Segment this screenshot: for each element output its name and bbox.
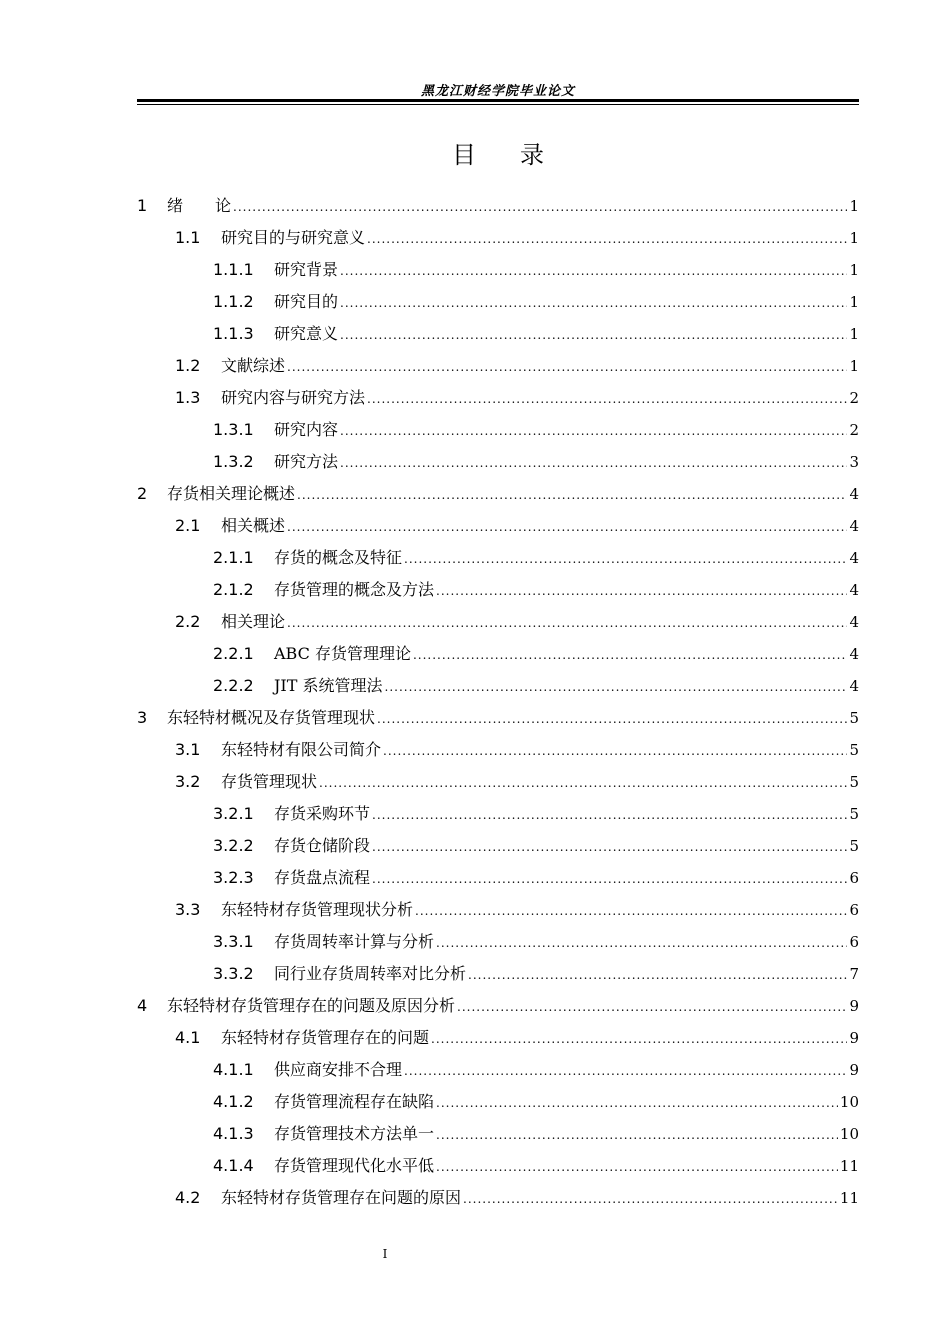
toc-entry[interactable]: [137, 926, 859, 958]
toc-entry-page: 4: [849, 581, 859, 599]
toc-entry-number: 4.1.2: [213, 1092, 254, 1111]
toc-entry-page: 5: [849, 709, 859, 727]
toc-entry[interactable]: [137, 382, 859, 414]
toc-entry-number: 1.3.2: [213, 452, 254, 471]
toc-entry-title: 相关理论: [221, 612, 286, 631]
document-header-title: 黑龙江财经学院毕业论文: [420, 84, 575, 99]
toc-entry-number: 3.3: [175, 900, 201, 919]
page-number: I: [382, 1247, 388, 1261]
toc-entry-number: 1.3: [175, 388, 201, 407]
toc-entry[interactable]: [137, 222, 859, 254]
toc-entry-number: 1.1.2: [213, 292, 254, 311]
toc-entry-number: 2.1.2: [213, 580, 254, 599]
toc-entry-number: 4.1.3: [213, 1124, 254, 1143]
toc-entry-number: 4.2: [175, 1188, 201, 1207]
toc-entry-title: 研究目的: [274, 292, 339, 311]
toc-entry[interactable]: [137, 862, 859, 894]
toc-entry-page: 3: [849, 453, 859, 471]
toc-dot-leader: [367, 383, 847, 415]
toc-entry[interactable]: [137, 542, 859, 574]
toc-entry-number: 4.1: [175, 1028, 201, 1047]
toc-dot-leader: [372, 799, 847, 831]
toc-entry-number: 2.2.1: [213, 644, 254, 663]
toc-entry-title: 研究内容: [274, 420, 339, 439]
toc-dot-leader: [413, 639, 848, 671]
toc-entry-title: 存货相关理论概述: [167, 484, 296, 503]
table-of-contents: [137, 190, 859, 1214]
toc-entry[interactable]: [137, 574, 859, 606]
toc-entry-page: 5: [849, 805, 859, 823]
toc-entry[interactable]: [137, 670, 859, 702]
toc-dot-leader: [297, 479, 847, 511]
toc-entry-page: 10: [839, 1125, 859, 1143]
toc-entry-title: 存货管理流程存在缺陷: [274, 1092, 435, 1111]
toc-dot-leader: [287, 351, 847, 383]
toc-entry[interactable]: [137, 830, 859, 862]
toc-entry-page: 1: [849, 293, 859, 311]
toc-entry-title: 同行业存货周转率对比分析: [274, 964, 467, 983]
toc-entry-page: 6: [849, 933, 859, 951]
toc-entry-page: 4: [849, 645, 859, 663]
toc-entry-title: 研究方法: [274, 452, 339, 471]
toc-entry-page: 4: [849, 517, 859, 535]
toc-entry[interactable]: [137, 702, 859, 734]
toc-dot-leader: [436, 1087, 838, 1119]
toc-dot-leader: [340, 319, 847, 351]
toc-entry[interactable]: [137, 958, 859, 990]
toc-entry-title: ABC 存货管理理论: [274, 644, 411, 663]
toc-entry-title: 东轻特材概况及存货管理现状: [167, 708, 376, 727]
toc-entry-title: 文献综述: [221, 356, 286, 375]
toc-entry-page: 9: [849, 1029, 859, 1047]
toc-entry-title: 绪 论: [167, 196, 232, 215]
toc-entry-title: 存货盘点流程: [274, 868, 371, 887]
toc-entry-title: 存货管理现代化水平低: [274, 1156, 435, 1175]
toc-entry-title: 东轻特材存货管理存在问题的原因: [221, 1188, 462, 1207]
toc-entry-number: 4.1.1: [213, 1060, 254, 1079]
toc-entry[interactable]: [137, 894, 859, 926]
toc-entry-number: 3.3.1: [213, 932, 254, 951]
toc-entry-number: 3.2.1: [213, 804, 254, 823]
toc-dot-leader: [340, 447, 847, 479]
toc-entry-title: 存货采购环节: [274, 804, 371, 823]
toc-entry-title: 东轻特材存货管理存在的问题: [221, 1028, 430, 1047]
toc-dot-leader: [463, 1183, 838, 1215]
toc-entry[interactable]: [137, 734, 859, 766]
toc-entry-title: 东轻特材存货管理存在的问题及原因分析: [167, 996, 456, 1015]
toc-entry-title: 存货管理技术方法单一: [274, 1124, 435, 1143]
toc-entry-page: 1: [849, 261, 859, 279]
toc-entry[interactable]: [137, 1022, 859, 1054]
toc-entry[interactable]: [137, 190, 859, 222]
toc-entry-page: 4: [849, 677, 859, 695]
toc-entry-number: 2.1: [175, 516, 201, 535]
toc-entry-title: 研究目的与研究意义: [221, 228, 366, 247]
toc-dot-leader: [340, 287, 847, 319]
toc-dot-leader: [377, 703, 847, 735]
toc-entry[interactable]: [137, 638, 859, 670]
toc-entry-title: JIT 系统管理法: [274, 676, 383, 695]
toc-entry-number: 3.1: [175, 740, 201, 759]
toc-dot-leader: [319, 767, 847, 799]
toc-entry-page: 1: [849, 229, 859, 247]
toc-entry[interactable]: [137, 414, 859, 446]
toc-entry-page: 10: [839, 1093, 859, 1111]
toc-entry-number: 3.2: [175, 772, 201, 791]
toc-entry-title: 研究意义: [274, 324, 339, 343]
toc-entry-number: 2: [137, 484, 148, 503]
toc-dot-leader: [340, 415, 847, 447]
toc-entry-page: 9: [849, 1061, 859, 1079]
toc-entry[interactable]: [137, 510, 859, 542]
toc-entry-title: 存货仓储阶段: [274, 836, 371, 855]
toc-entry-page: 1: [849, 197, 859, 215]
toc-entry-number: 1.2: [175, 356, 201, 375]
toc-entry-number: 4: [137, 996, 148, 1015]
toc-dot-leader: [468, 959, 847, 991]
toc-dot-leader: [385, 671, 848, 703]
toc-entry[interactable]: [137, 318, 859, 350]
toc-entry-number: 1.3.1: [213, 420, 254, 439]
toc-dot-leader: [367, 223, 847, 255]
toc-entry[interactable]: [137, 1054, 859, 1086]
toc-entry-title: 存货管理的概念及方法: [274, 580, 435, 599]
toc-entry-page: 11: [839, 1157, 859, 1175]
toc-dot-leader: [457, 991, 847, 1023]
toc-entry-page: 4: [849, 549, 859, 567]
toc-entry-number: 3.2.3: [213, 868, 254, 887]
toc-dot-leader: [372, 831, 847, 863]
toc-entry-title: 东轻特材有限公司简介: [221, 740, 382, 759]
toc-entry-page: 1: [849, 325, 859, 343]
toc-dot-leader: [436, 927, 847, 959]
toc-entry-page: 2: [849, 421, 859, 439]
toc-entry[interactable]: [137, 798, 859, 830]
toc-entry-page: 11: [839, 1189, 859, 1207]
toc-entry-number: 1.1.1: [213, 260, 254, 279]
toc-entry-page: 2: [849, 389, 859, 407]
toc-entry[interactable]: [137, 1118, 859, 1150]
toc-entry-title: 东轻特材存货管理现状分析: [221, 900, 414, 919]
toc-entry-page: 6: [849, 901, 859, 919]
toc-entry-number: 3.3.2: [213, 964, 254, 983]
toc-entry[interactable]: [137, 478, 859, 510]
toc-dot-leader: [404, 1055, 847, 1087]
toc-dot-leader: [233, 191, 847, 223]
toc-entry[interactable]: [137, 766, 859, 798]
toc-entry-page: 4: [849, 613, 859, 631]
toc-entry-title: 相关概述: [221, 516, 286, 535]
toc-entry-number: 3: [137, 708, 148, 727]
toc-dot-leader: [287, 607, 847, 639]
toc-entry-title: 存货的概念及特征: [274, 548, 403, 567]
header-rule-thick: [137, 99, 859, 102]
toc-entry[interactable]: [137, 350, 859, 382]
toc-entry-page: 7: [849, 965, 859, 983]
toc-dot-leader: [436, 1151, 838, 1183]
toc-dot-leader: [415, 895, 847, 927]
toc-entry[interactable]: [137, 1150, 859, 1182]
toc-entry[interactable]: [137, 286, 859, 318]
toc-dot-leader: [404, 543, 847, 575]
toc-dot-leader: [372, 863, 847, 895]
toc-dot-leader: [436, 1119, 838, 1151]
toc-title: 目录: [452, 141, 588, 169]
toc-dot-leader: [287, 511, 847, 543]
toc-dot-leader: [431, 1023, 847, 1055]
toc-entry-page: 6: [849, 869, 859, 887]
toc-entry[interactable]: [137, 1182, 859, 1214]
toc-entry-title: 研究内容与研究方法: [221, 388, 366, 407]
toc-entry[interactable]: [137, 1086, 859, 1118]
toc-entry[interactable]: [137, 254, 859, 286]
toc-entry-number: 1: [137, 196, 148, 215]
toc-entry-number: 1.1: [175, 228, 201, 247]
toc-entry-page: 5: [849, 741, 859, 759]
toc-entry-number: 2.1.1: [213, 548, 254, 567]
header-rule-thin: [137, 104, 859, 105]
toc-entry-number: 2.2.2: [213, 676, 254, 695]
toc-entry-title: 研究背景: [274, 260, 339, 279]
toc-entry[interactable]: [137, 606, 859, 638]
toc-entry-number: 1.1.3: [213, 324, 254, 343]
toc-entry-page: 4: [849, 485, 859, 503]
toc-dot-leader: [436, 575, 847, 607]
toc-dot-leader: [383, 735, 847, 767]
toc-entry-title: 供应商安排不合理: [274, 1060, 403, 1079]
toc-entry-page: 5: [849, 837, 859, 855]
toc-entry-title: 存货管理现状: [221, 772, 318, 791]
toc-dot-leader: [340, 255, 847, 287]
toc-entry-page: 9: [849, 997, 859, 1015]
toc-entry-page: 5: [849, 773, 859, 791]
toc-entry[interactable]: [137, 990, 859, 1022]
toc-entry-number: 2.2: [175, 612, 201, 631]
toc-entry-number: 3.2.2: [213, 836, 254, 855]
toc-entry-number: 4.1.4: [213, 1156, 254, 1175]
toc-entry-page: 1: [849, 357, 859, 375]
toc-entry-title: 存货周转率计算与分析: [274, 932, 435, 951]
toc-entry[interactable]: [137, 446, 859, 478]
